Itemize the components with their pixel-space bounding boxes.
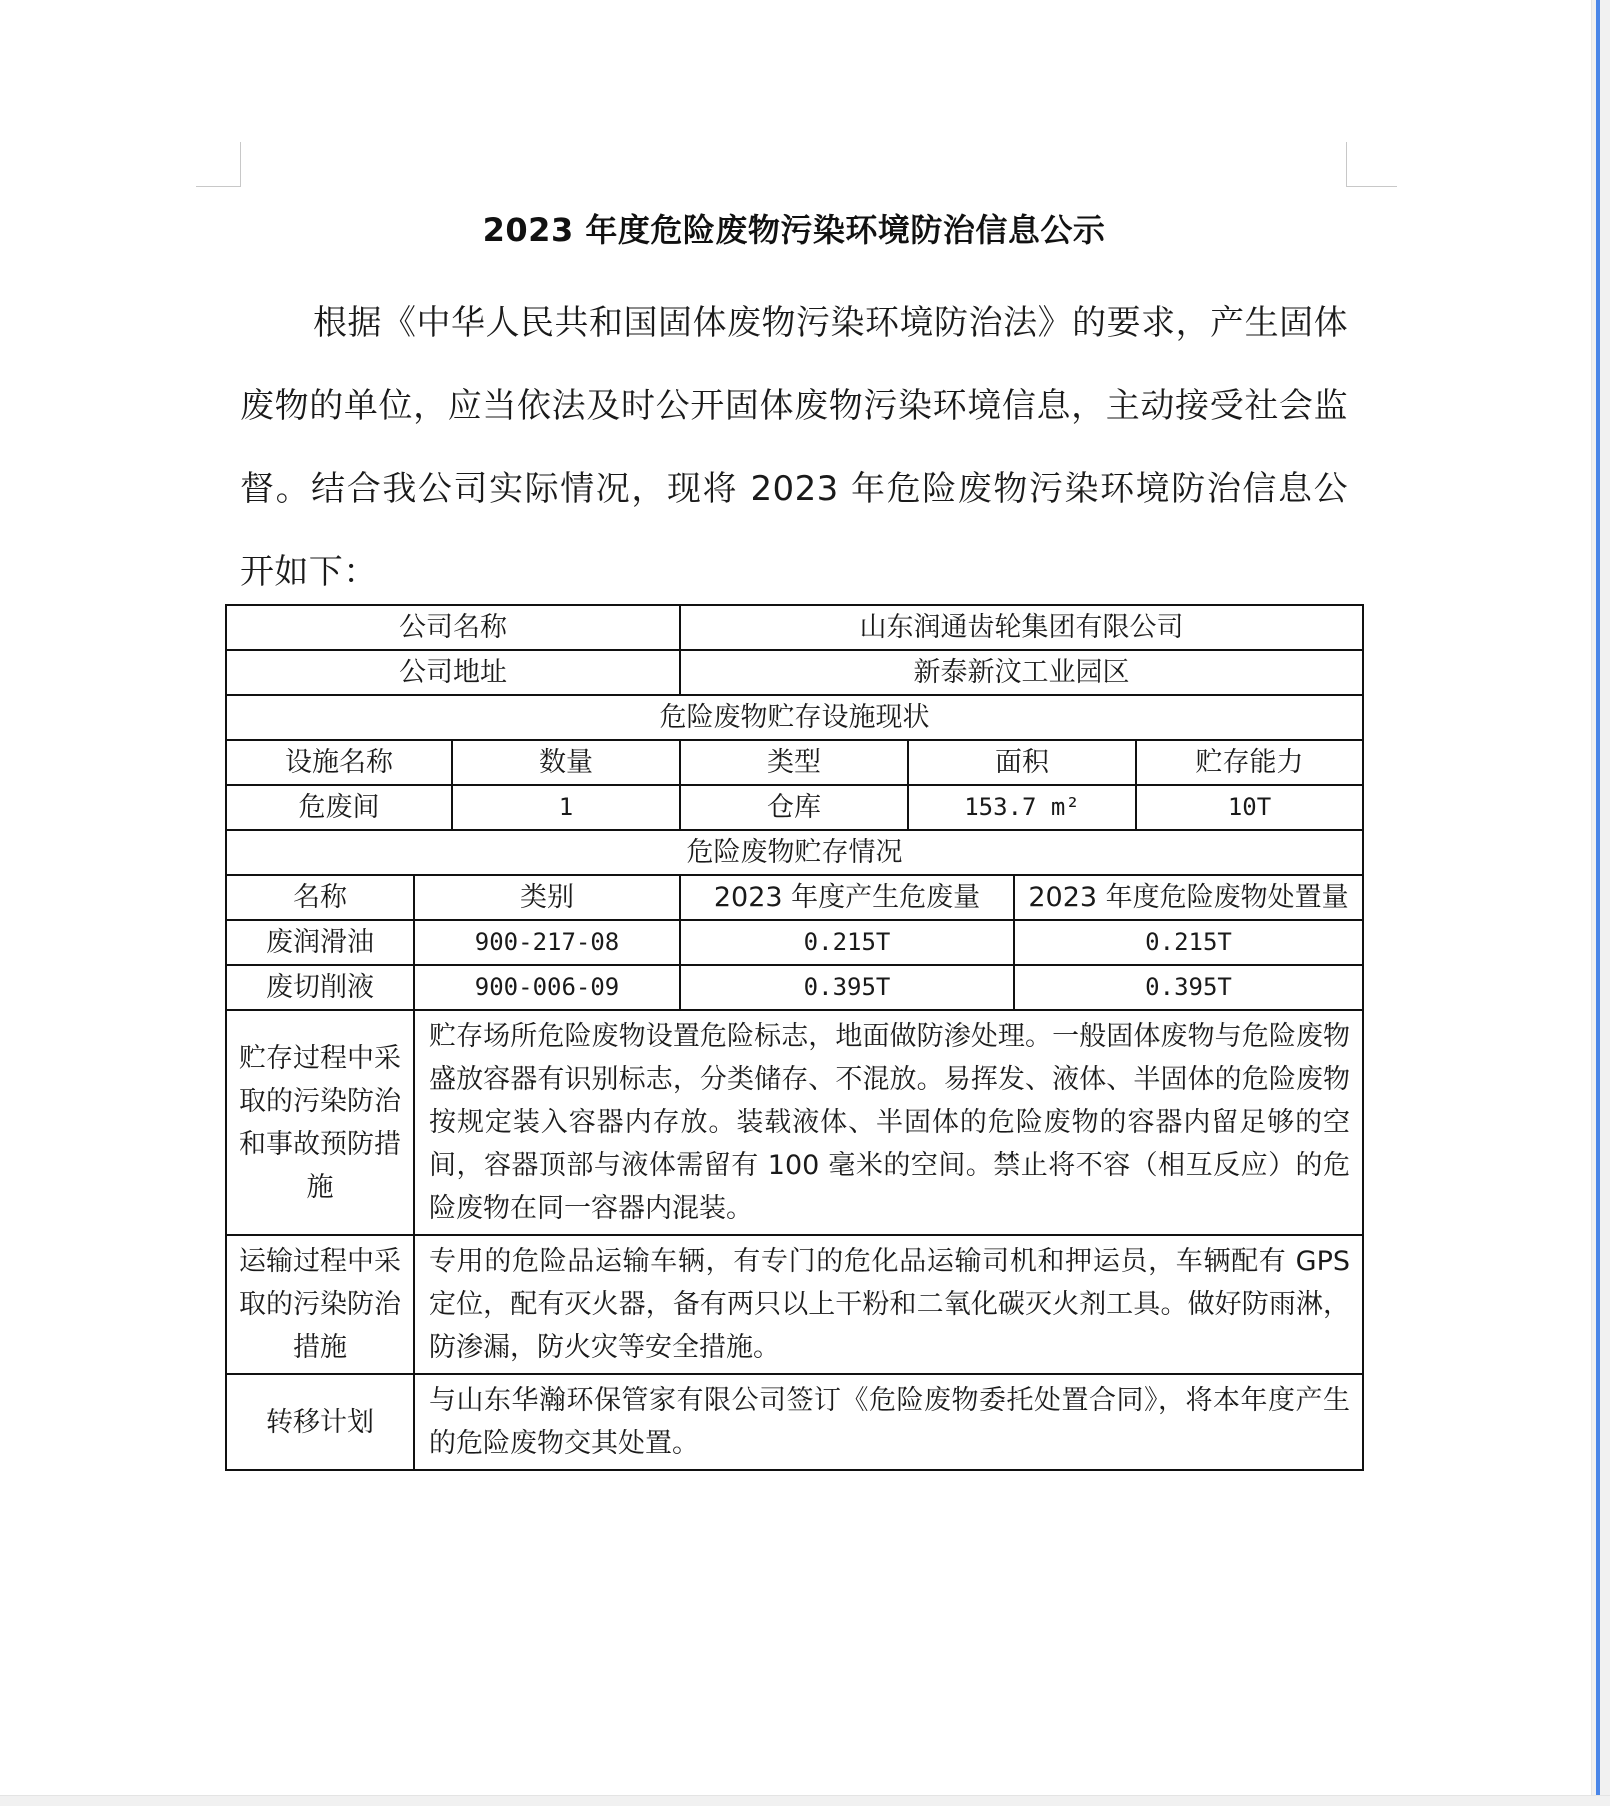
facility-area-cell: 153.7 m²: [908, 785, 1136, 830]
facility-section-title: 危险废物贮存设施现状: [226, 695, 1363, 740]
waste-name-cell: 废切削液: [226, 965, 414, 1010]
facility-header-capacity: 贮存能力: [1136, 740, 1363, 785]
storage-section-row: [226, 830, 1363, 875]
intro-paragraph: 根据《中华人民共和国固体废物污染环境防治法》的要求，产生固体废物的单位，应当依法及时公开固体废物污染环境信息，主动接受社会监督。结合我公司实际情况，现将 2023 年危险废物污染环境防治信息公开如下：: [240, 303, 1348, 592]
facility-capacity-cell: 10T: [1136, 785, 1363, 830]
crop-mark-top-right: [1346, 142, 1397, 187]
facility-section-row: [226, 695, 1363, 740]
company-address-label: 公司地址: [226, 650, 680, 695]
transfer-plan-text: 与山东华瀚环保管家有限公司签订《危险废物委托处置合同》，将本年度产生的危险废物交其处置。: [414, 1374, 1363, 1470]
waste-category-cell: 900-217-08: [414, 920, 680, 965]
storage-header-row: [226, 875, 1363, 920]
facility-data-row: [226, 785, 1363, 830]
facility-header-name: 设施名称: [226, 740, 452, 785]
waste-disposed-cell: 0.215T: [1014, 920, 1363, 965]
facility-type-cell: 仓库: [680, 785, 908, 830]
company-address-row: [226, 650, 1363, 695]
waste-category-cell: 900-006-09: [414, 965, 680, 1010]
facility-header-row: [226, 740, 1363, 785]
storage-section-title: 危险废物贮存情况: [226, 830, 1363, 875]
facility-name-cell: 危废间: [226, 785, 452, 830]
table-row: [226, 965, 1363, 1010]
storage-measures-text: 贮存场所危险废物设置危险标志，地面做防渗处理。一般固体废物与危险废物盛放容器有识别标志，分类储存、不混放。易挥发、液体、半固体的危险废物按规定装入容器内存放。装载液体、半固体的危险废物的容器内留足够的空间，容器顶部与液体需留有 100 毫米的空间。禁止将不容（相互反应）的危险废物在同一容器内混装。: [414, 1010, 1363, 1235]
viewer-scrollbar-track: [1596, 0, 1600, 1806]
storage-measures-row: [226, 1010, 1363, 1235]
company-address-value: 新泰新汶工业园区: [680, 650, 1363, 695]
document-title: 2023 年度危险废物污染环境防治信息公示: [482, 211, 1106, 249]
table-row: [226, 920, 1363, 965]
storage-measures-label: 贮存过程中采取的污染防治和事故预防措施: [226, 1010, 414, 1235]
storage-header-disposed: 2023 年度危险废物处置量: [1014, 875, 1363, 920]
company-name-row: [226, 605, 1363, 650]
info-table: [225, 604, 1364, 1471]
crop-mark-top-left: [196, 142, 241, 187]
facility-header-type: 类型: [680, 740, 908, 785]
storage-header-produced: 2023 年度产生危废量: [680, 875, 1014, 920]
transport-measures-text: 专用的危险品运输车辆，有专门的危化品运输司机和押运员，车辆配有 GPS 定位，配有灭火器，备有两只以上干粉和二氧化碳灭火剂工具。做好防雨淋，防渗漏，防火灾等安全措施。: [414, 1235, 1363, 1374]
transfer-plan-row: [226, 1374, 1363, 1470]
viewer-scrollbar[interactable]: [1591, 0, 1610, 1806]
facility-quantity-cell: 1: [452, 785, 680, 830]
transfer-plan-label: 转移计划: [226, 1374, 414, 1470]
transport-measures-label: 运输过程中采取的污染防治措施: [226, 1235, 414, 1374]
storage-header-name: 名称: [226, 875, 414, 920]
storage-header-category: 类别: [414, 875, 680, 920]
facility-header-quantity: 数量: [452, 740, 680, 785]
company-name-label: 公司名称: [226, 605, 680, 650]
waste-disposed-cell: 0.395T: [1014, 965, 1363, 1010]
waste-name-cell: 废润滑油: [226, 920, 414, 965]
viewer-bottom-edge: [0, 1795, 1610, 1806]
transport-measures-row: [226, 1235, 1363, 1374]
company-name-value: 山东润通齿轮集团有限公司: [680, 605, 1363, 650]
waste-produced-cell: 0.215T: [680, 920, 1014, 965]
facility-header-area: 面积: [908, 740, 1136, 785]
waste-produced-cell: 0.395T: [680, 965, 1014, 1010]
